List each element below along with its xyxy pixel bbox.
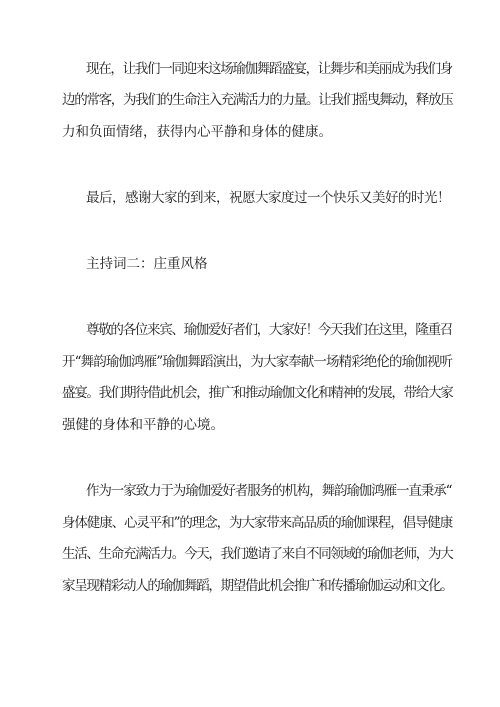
paragraph-3-line-4: 强健的身体和平静的心境。 xyxy=(62,417,224,433)
paragraph-1-line-3: 力和负面情绪，获得内心平静和身体的健康。 xyxy=(62,124,332,140)
paragraph-4-line-1: 作为一家致力于为瑜伽爱好者服务的机构，舞韵瑜伽鸿雁一直秉承“ xyxy=(86,483,452,499)
paragraph-4-line-3: 生活、生命充满活力。今天，我们邀请了来自不同领域的瑜伽老师，为大 xyxy=(62,546,453,562)
paragraph-2-line-1: 最后，感谢大家的到来，祝愿大家度过一个快乐又美好的时光！ xyxy=(86,190,450,206)
paragraph-1-line-1: 现在，让我们一同迎来这场瑜伽舞蹈盛宴，让舞步和美丽成为我们身 xyxy=(86,61,452,77)
paragraph-3-line-2: 开“舞韵瑜伽鸿雁”瑜伽舞蹈演出，为大家奉献一场精彩绝伦的瑜伽视听 xyxy=(62,354,453,370)
paragraph-3-line-3: 盛宴。我们期待借此机会，推广和推动瑜伽文化和精神的发展，带给大家 xyxy=(62,385,453,401)
paragraph-4-line-4: 家呈现精彩动人的瑜伽舞蹈，期望借此机会推广和传播瑜伽运动和文化。 xyxy=(62,578,453,594)
paragraph-3-line-1: 尊敬的各位来宾、瑜伽爱好者们，大家好！今天我们在这里，隆重召 xyxy=(86,322,452,338)
paragraph-4-line-2: 身体健康、心灵平和”的理念，为大家带来高品质的瑜伽课程，倡导健康 xyxy=(62,515,453,531)
paragraph-1-line-2: 边的常客，为我们的生命注入充满活力的力量。让我们摇曳舞动，释放压 xyxy=(62,92,453,108)
section-heading: 主持词二：庄重风格 xyxy=(86,256,208,272)
